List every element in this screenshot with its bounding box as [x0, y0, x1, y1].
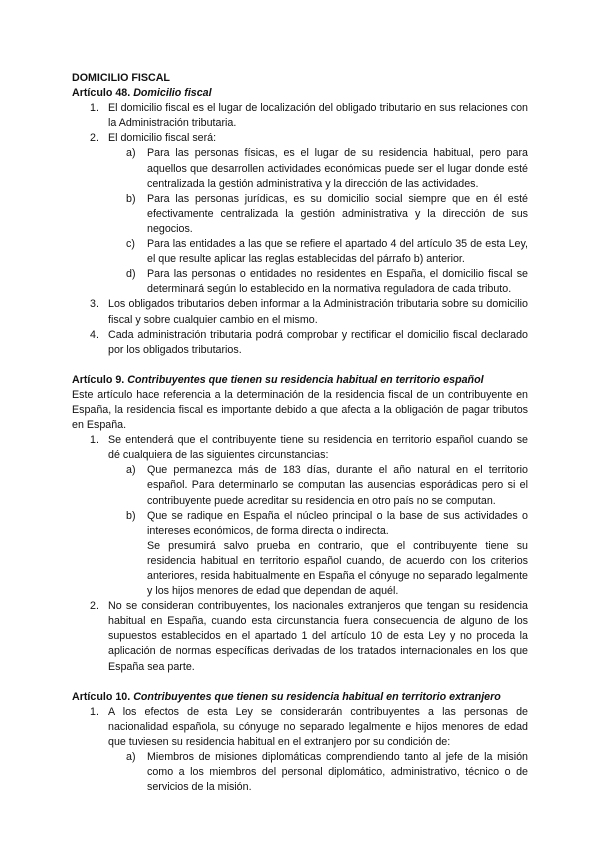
sub-item	[72, 267, 528, 297]
list-item	[72, 433, 528, 463]
sub-item-letter: a)	[126, 751, 136, 764]
sub-item-letter: c)	[126, 238, 135, 251]
sub-item-letter: b)	[126, 509, 136, 522]
sub-item	[72, 509, 528, 539]
article-10-name: Contribuyentes que tienen su residencia habitual en territorio extranjero	[133, 690, 501, 703]
item-number: 2.	[90, 132, 99, 145]
sub-item	[72, 192, 528, 237]
item-number: 1.	[90, 705, 99, 718]
sub-item-letter: b)	[126, 192, 136, 205]
sub-item-text: Para las personas físicas, es el lugar de su residencia habitual, pero para aquellos que desarrollen actividades económicas puede ser el lugar donde esté centralizada la gestión administrativa y la dirección de las actividades.	[147, 147, 528, 190]
sub-item-text: Que permanezca más de 183 días, durante el año natural en el territorio español. Para determinarlo se computan las ausencias esporádicas pero si el contribuyente puede acreditar su residencia en otro país no se computan.	[147, 464, 528, 507]
item-number: 1.	[90, 102, 99, 115]
item-number: 2.	[90, 600, 99, 613]
article-10-label: Artículo 10.	[72, 690, 131, 703]
sub-item	[72, 237, 528, 267]
spacer	[72, 358, 528, 373]
sub-item-text: Para las personas o entidades no residentes en España, el domicilio fiscal se determinará según lo establecido en la normativa reguladora de cada tributo.	[147, 268, 528, 296]
article-9-label: Artículo 9.	[72, 373, 125, 386]
article-9-intro: Este artículo hace referencia a la determinación de la residencia fiscal de un contribuyente en España, la residencia fiscal es importante debido a que afecta a la obligación de pagar tributos en España.	[72, 388, 528, 432]
sub-item	[72, 463, 528, 508]
section-heading: DOMICILIO FISCAL	[72, 72, 170, 84]
item-text: El domicilio fiscal será:	[108, 132, 217, 145]
sub-item-text: Que se radique en España el núcleo principal o la base de sus actividades o intereses económicos, de forma directa o indirecta.	[147, 509, 528, 537]
item-number: 3.	[90, 298, 99, 311]
list-item	[72, 705, 528, 750]
sub-item-letter: a)	[126, 464, 136, 477]
sub-item-letter: a)	[126, 147, 136, 160]
list-item	[72, 101, 528, 131]
item-number: 1.	[90, 434, 99, 447]
sub-item-letter: d)	[126, 268, 136, 281]
item-text: El domicilio fiscal es el lugar de localización del obligado tributario en sus relaciones con la Administración tributaria.	[108, 102, 528, 130]
item-text: A los efectos de esta Ley se considerarán contribuyentes a las personas de nacionalidad española, su cónyuge no separado legalmente e hijos menores de edad que tuviesen su residencia habitual en el extranjero por su condición de:	[108, 705, 528, 748]
article-10-title	[72, 690, 528, 705]
item-text: No se consideran contribuyentes, los nacionales extranjeros que tengan su residencia habitual en España, cuando esta circunstancia fuera consecuencia de alguno de los supuestos establecidos en el apartado 1 del artículo 10 de esta Ley y no proceda la aplicación de normas específicas derivadas de los tratados internacionales en los que España sea parte.	[108, 600, 528, 673]
article-9-name: Contribuyentes que tienen su residencia habitual en territorio español	[127, 373, 484, 386]
list-item	[72, 297, 528, 327]
list-item	[72, 599, 528, 674]
sub-item	[72, 750, 528, 795]
item-number: 4.	[90, 328, 99, 341]
item-text: Los obligados tributarios deben informar a la Administración tributaria sobre su domicilio fiscal y sobre cualquier cambio en el mismo.	[108, 298, 528, 326]
article-9-title	[72, 373, 528, 388]
item-text: Cada administración tributaria podrá comprobar y rectificar el domicilio fiscal declarado por los obligados tributarios.	[108, 328, 528, 356]
list-item	[72, 131, 528, 146]
sub-item-text: Para las entidades a las que se refiere el apartado 4 del artículo 35 de esta Ley, el que resulte aplicar las reglas establecidas del párrafo b) anterior.	[147, 238, 528, 266]
sub-item-text: Para las personas jurídicas, es su domicilio social siempre que en él esté efectivamente centralizada la gestión administrativa y la dirección de sus negocios.	[147, 192, 528, 235]
article-48-title	[72, 86, 528, 101]
sub-item-text: Miembros de misiones diplomáticas comprendiendo tanto al jefe de la misión como a los miembros del personal diplomático, administrativo, técnico o de servicios de la misión.	[147, 751, 528, 794]
list-item	[72, 328, 528, 358]
presumption-paragraph: Se presumirá salvo prueba en contrario, que el contribuyente tiene su residencia habitual en territorio español cuando, de acuerdo con los criterios anteriores, resida habitualmente en España el cónyuge no separado legalmente y los hijos menores de edad que dependan de aquél.	[147, 539, 528, 598]
article-48-label: Artículo 48.	[72, 87, 131, 100]
article-48-name: Domicilio fiscal	[133, 87, 212, 100]
spacer	[72, 675, 528, 690]
sub-item	[72, 146, 528, 191]
item-text: Se entenderá que el contribuyente tiene su residencia en territorio español cuando se dé cualquiera de las siguientes circunstancias:	[108, 434, 528, 462]
